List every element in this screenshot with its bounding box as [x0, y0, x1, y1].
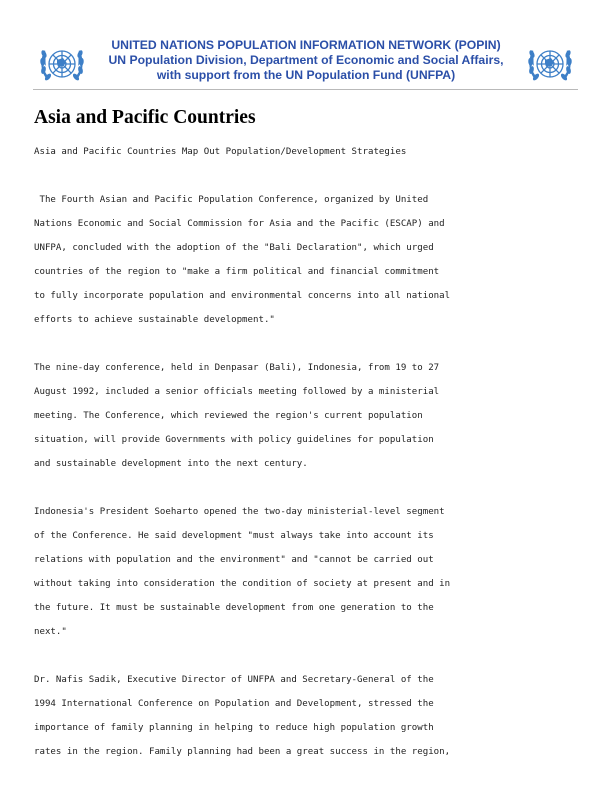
header-line-3: with support from the UN Population Fund (UNFPA) [156, 68, 456, 82]
paragraph-line: meeting. The Conference, which reviewed the region's current population [34, 411, 423, 421]
paragraph-line: relations with population and the environment" and "cannot be carried out [34, 555, 434, 565]
paragraph-line: The nine-day conference, held in Denpasar (Bali), Indonesia, from 19 to 27 [34, 363, 440, 373]
paragraph-line: Indonesia's President Soeharto opened the two-day ministerial-level segment [34, 507, 445, 517]
page-title: Asia and Pacific Countries [34, 107, 256, 128]
spacer [34, 335, 594, 359]
paragraph-line: UNFPA, concluded with the adoption of the "Bali Declaration", which urged [34, 243, 434, 253]
paragraph-line: 1994 International Conference on Population and Development, stressed the [34, 699, 434, 709]
header-line-2: UN Population Division, Department of Economic and Social Affairs, [108, 53, 504, 67]
paragraph-line: of the Conference. He said development "must always take into account its [34, 531, 434, 541]
article-subtitle: Asia and Pacific Countries Map Out Population/Development Strategies [34, 147, 407, 157]
spacer [34, 479, 594, 503]
paragraph [34, 359, 594, 479]
header-line-1: UNITED NATIONS POPULATION INFORMATION NETWORK (POPIN) [111, 38, 501, 52]
paragraph-line: next." [34, 627, 67, 637]
spacer [34, 647, 594, 671]
un-emblem-icon [36, 38, 88, 90]
article-body [34, 143, 594, 767]
paragraph-line: The Fourth Asian and Pacific Population Conference, organized by United [34, 195, 429, 205]
paragraph-line: the future. It must be sustainable development from one generation to the [34, 603, 434, 613]
paragraph-line: importance of family planning in helping to reduce high population growth [34, 723, 434, 733]
paragraph-line: Dr. Nafis Sadik, Executive Director of UNFPA and Secretary-General of the [34, 675, 434, 685]
paragraph-line: rates in the region. Family planning had been a great success in the region, [34, 747, 451, 757]
paragraph-line: countries of the region to "make a firm political and financial commitment [34, 267, 440, 277]
page-header [0, 34, 612, 90]
paragraph [34, 191, 594, 335]
paragraph [34, 671, 594, 767]
paragraph-line: efforts to achieve sustainable development." [34, 315, 275, 325]
header-divider [33, 89, 578, 90]
paragraph-line: Nations Economic and Social Commission for Asia and the Pacific (ESCAP) and [34, 219, 445, 229]
paragraph-line: and sustainable development into the next century. [34, 459, 308, 469]
paragraph-line: to fully incorporate population and environmental concerns into all national [34, 291, 451, 301]
un-emblem-icon [524, 38, 576, 90]
paragraph [34, 503, 594, 647]
paragraph-line: August 1992, included a senior officials meeting followed by a ministerial [34, 387, 440, 397]
paragraph-line: situation, will provide Governments with policy guidelines for population [34, 435, 434, 445]
header-title-block [90, 38, 522, 83]
spacer [34, 167, 594, 191]
paragraph-line: without taking into consideration the condition of society at present and in [34, 579, 451, 589]
